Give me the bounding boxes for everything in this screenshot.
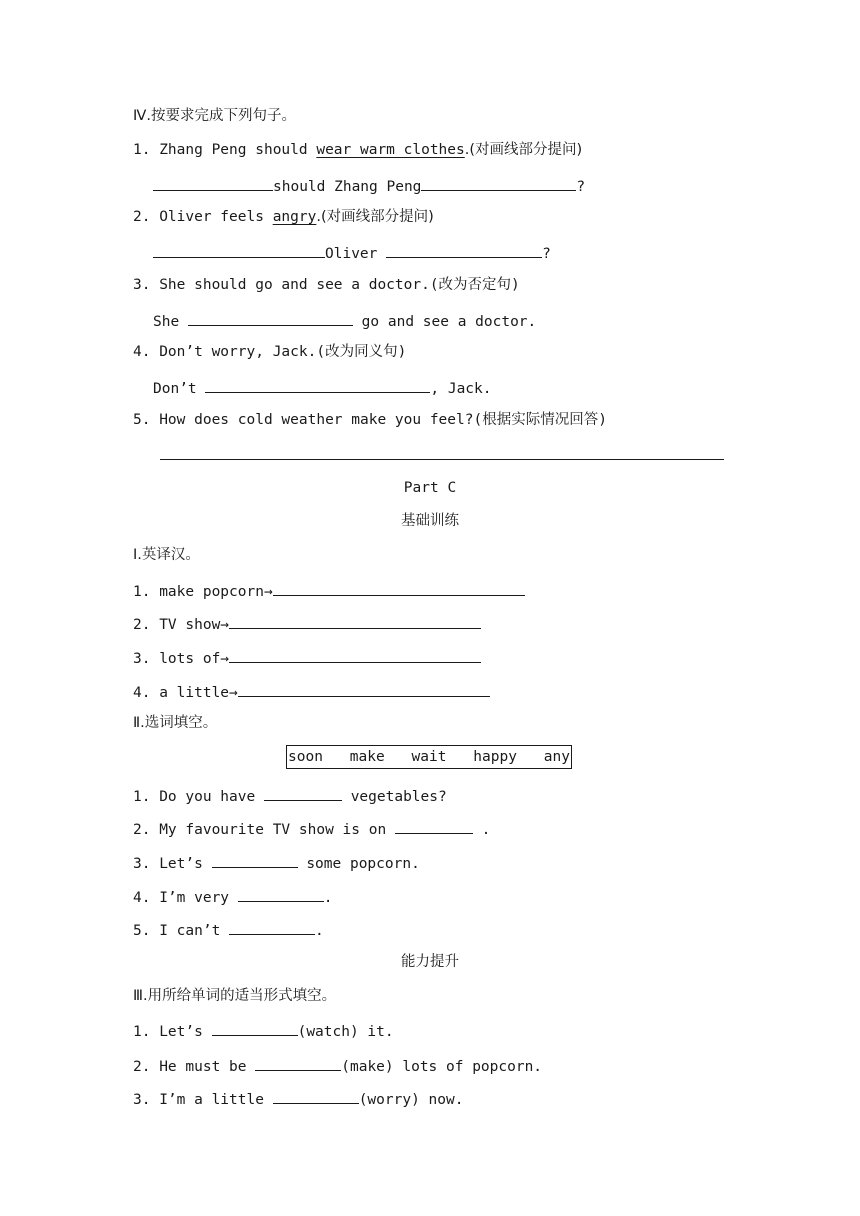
q-text: My favourite TV show is on (159, 822, 387, 838)
part-title: Part C (403, 480, 457, 496)
word-bank-word: soon (288, 749, 323, 765)
word-bank-word: any (543, 749, 570, 765)
s4-q1 (133, 140, 582, 160)
q-text: I’m very (159, 890, 230, 906)
s2-item (133, 817, 490, 840)
s4-q3 (133, 275, 520, 295)
q-text-post: vegetables? (350, 789, 447, 805)
answer-pre: Don’t (153, 381, 197, 397)
answer-post: go and see a doctor. (361, 314, 537, 330)
s2-item (133, 851, 420, 874)
q-text-post: . (481, 822, 491, 838)
part-subtitle: 基础训练 (401, 513, 459, 529)
answer-blank[interactable] (386, 241, 542, 258)
s2-item (133, 918, 324, 941)
answer-blank[interactable] (229, 646, 481, 663)
answer-line[interactable] (160, 459, 724, 460)
q-text-post: (watch) it. (297, 1024, 394, 1040)
answer-blank[interactable] (273, 579, 525, 596)
q-text: Oliver feels (159, 209, 264, 225)
answer-text: Oliver (325, 246, 378, 262)
q-number: 3. (133, 277, 151, 293)
underlined-phrase: wear warm clothes (316, 142, 465, 158)
answer-blank[interactable] (264, 784, 342, 801)
answer-end: ? (542, 246, 551, 262)
answer-blank[interactable] (238, 885, 324, 902)
word-bank-box (286, 745, 572, 769)
q-number: 2. (133, 209, 151, 225)
s1-item (133, 612, 481, 635)
q-text: I can’t (159, 923, 221, 939)
q-number: 4. (133, 344, 151, 360)
q-text-post: (make) lots of popcorn. (341, 1059, 543, 1075)
q-number: 1. (133, 584, 151, 600)
q-number: 2. (133, 1059, 151, 1075)
improve-title: 能力提升 (401, 954, 459, 970)
answer-blank[interactable] (188, 309, 353, 326)
q-number: 1. (133, 789, 151, 805)
answer-blank[interactable] (238, 680, 490, 697)
answer-blank[interactable] (153, 174, 273, 191)
s4-q5 (133, 410, 607, 430)
s3-item (133, 1019, 394, 1042)
s3-item (133, 1054, 542, 1077)
q-number: 3. (133, 856, 151, 872)
q-number: 5. (133, 412, 151, 428)
q-text: lots of→ (159, 651, 230, 667)
s4-q2 (133, 207, 434, 227)
q-text-post: . (315, 923, 324, 939)
q-text: I’m a little (159, 1092, 264, 1108)
answer-pre: She (153, 314, 180, 330)
answer-blank[interactable] (229, 612, 481, 629)
answer-blank[interactable] (212, 1019, 298, 1036)
q-text: Let’s (159, 856, 203, 872)
q-text: TV show→ (159, 617, 230, 633)
section-4-heading: Ⅳ.按要求完成下列句子。 (133, 108, 296, 124)
answer-post: , Jack. (430, 381, 492, 397)
q-text-post: . (323, 890, 333, 906)
q-number: 2. (133, 617, 151, 633)
q-instruction: .(对画线部分提问) (464, 142, 583, 158)
answer-blank[interactable] (205, 376, 430, 393)
q-number: 1. (133, 142, 151, 158)
s2-item (133, 784, 447, 807)
answer-end: ? (576, 179, 586, 195)
s3-item (133, 1087, 463, 1110)
s4-q1-answer (153, 174, 585, 197)
q-text: She should go and see a doctor.(改为否定句) (159, 277, 520, 293)
s4-q4-answer (153, 376, 492, 399)
q-number: 4. (133, 890, 151, 906)
answer-blank[interactable] (421, 174, 576, 191)
word-bank-word: wait (411, 749, 447, 765)
word-bank-word: make (349, 749, 385, 765)
s1-item (133, 579, 525, 602)
s2-item (133, 885, 333, 908)
s4-q4 (133, 342, 406, 362)
q-number: 3. (133, 1092, 151, 1108)
q-text: Let’s (159, 1024, 203, 1040)
q-instruction: .(对画线部分提问) (316, 209, 434, 225)
answer-blank[interactable] (395, 817, 473, 834)
s1-item (133, 646, 481, 669)
underlined-phrase: angry (272, 209, 317, 225)
section-3-heading: Ⅲ.用所给单词的适当形式填空。 (133, 988, 337, 1004)
q-number: 4. (133, 685, 151, 701)
q-text: Zhang Peng should (159, 142, 308, 158)
answer-blank[interactable] (229, 918, 315, 935)
q-text: make popcorn→ (159, 584, 273, 600)
answer-blank[interactable] (153, 241, 325, 258)
q-text: How does cold weather make you feel?(根据实际情况回答) (159, 412, 607, 428)
section-2-heading: Ⅱ.选词填空。 (133, 715, 218, 731)
s4-q3-answer (153, 309, 536, 332)
q-text: Don’t worry, Jack.(改为同义句) (159, 344, 407, 360)
s1-item (133, 680, 490, 703)
answer-text: should Zhang Peng (273, 179, 422, 195)
answer-blank[interactable] (212, 851, 298, 868)
answer-blank[interactable] (255, 1054, 341, 1071)
section-1-heading: Ⅰ.英译汉。 (133, 547, 200, 563)
q-text: a little→ (159, 685, 238, 701)
q-text-post: some popcorn. (306, 856, 420, 872)
q-number: 2. (133, 822, 151, 838)
q-text: He must be (159, 1059, 247, 1075)
s4-q2-answer (153, 241, 551, 264)
q-number: 3. (133, 651, 151, 667)
answer-blank[interactable] (273, 1087, 359, 1104)
q-text: Do you have (159, 789, 256, 805)
q-number: 5. (133, 923, 151, 939)
q-text-post: (worry) now. (358, 1092, 464, 1108)
word-bank-word: happy (473, 749, 517, 765)
q-number: 1. (133, 1024, 151, 1040)
